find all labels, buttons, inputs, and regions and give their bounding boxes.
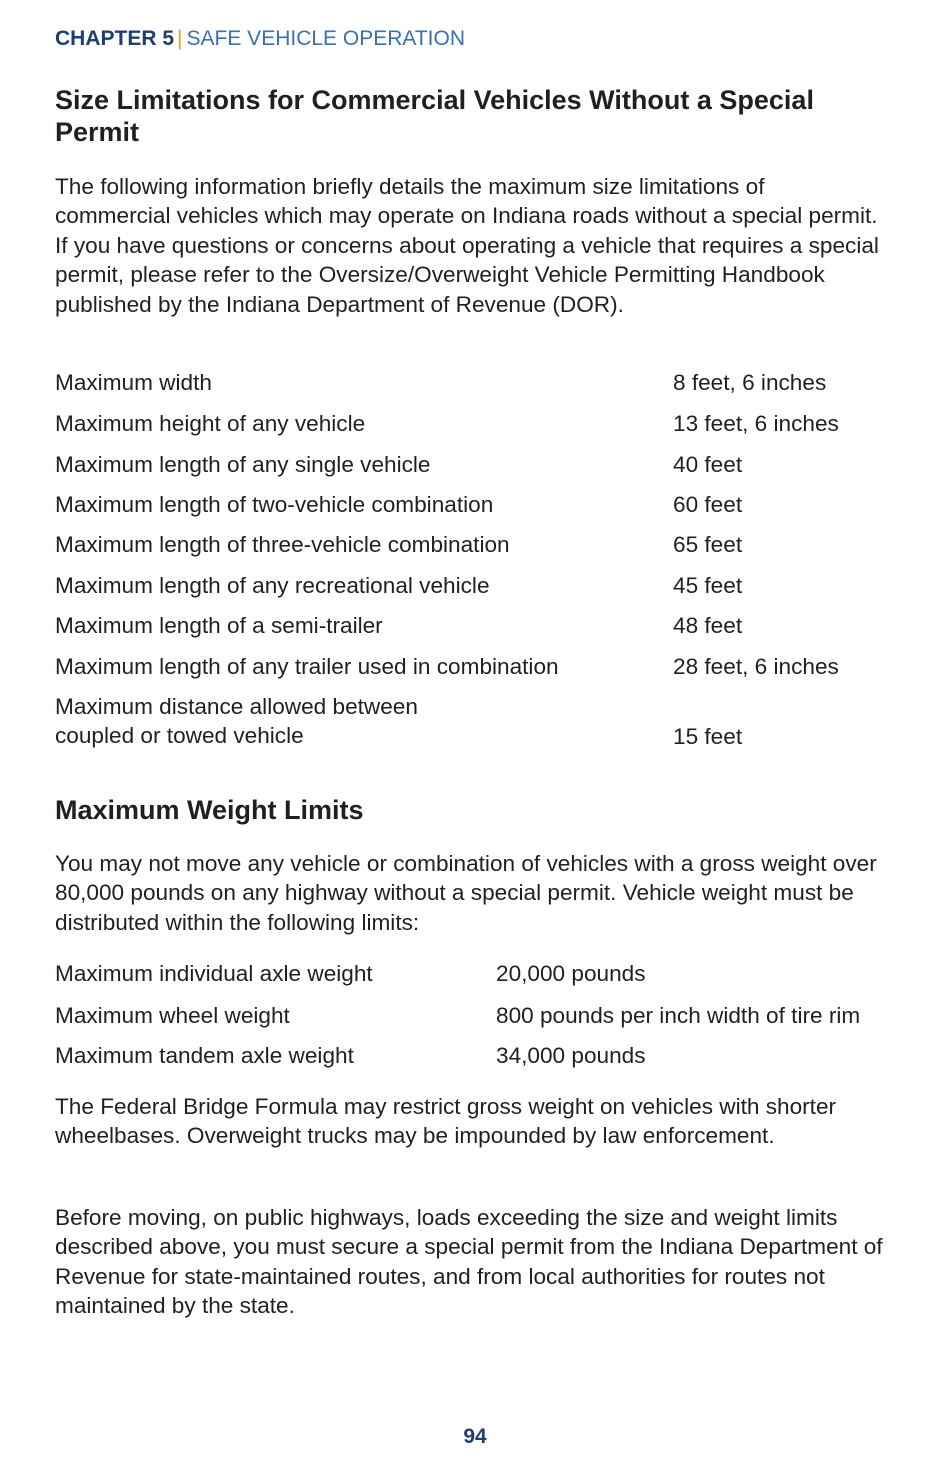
row-label: Maximum length of any recreational vehicle: [55, 572, 490, 598]
row-value: 65 feet: [673, 532, 743, 557]
size-limitations-heading: Size Limitations for Commercial Vehicles Without a Special Permit: [55, 85, 814, 147]
row-value: 40 feet: [673, 451, 743, 477]
row-label: Maximum width: [55, 370, 212, 395]
row-value: 28 feet, 6 inches: [673, 653, 839, 679]
weight-limits-table: [55, 959, 900, 1081]
weight-limits-heading: Maximum Weight Limits: [55, 795, 364, 825]
row-value: 15 feet: [673, 723, 743, 749]
chapter-separator: |: [177, 27, 183, 50]
row-value: 48 feet: [673, 613, 743, 638]
table-row: [55, 651, 900, 692]
page-number: 94: [463, 1425, 487, 1448]
table-row: [55, 691, 900, 751]
table-row: [55, 1000, 900, 1041]
table-row: [55, 408, 900, 449]
bridge-formula-paragraph: The Federal Bridge Formula may restrict gross weight on vehicles with shorter wheelbases. Overweight trucks may be impounded by law enforcement.: [55, 1094, 837, 1149]
table-row: [55, 529, 900, 570]
table-row: [55, 489, 900, 530]
row-value: 34,000 pounds: [496, 1043, 646, 1068]
row-label: [55, 692, 418, 751]
chapter-title: SAFE VEHICLE OPERATION: [186, 27, 466, 50]
row-label: Maximum length of three-vehicle combination: [55, 532, 510, 557]
table-row: [55, 570, 900, 611]
row-label: Maximum height of any vehicle: [55, 411, 366, 436]
table-row: [55, 368, 900, 408]
size-limitations-intro: The following information briefly details the maximum size limitations of commercial vehicles which may operate on Indiana roads without a special permit. If you have questions or concerns about operating a vehicle that requires a special permit, please refer to the Oversize/Overweight Vehicle Permitting Handbook published by the Indiana Department of Revenue (DOR).: [55, 174, 879, 317]
row-label-line: Maximum distance allowed between: [55, 694, 418, 719]
table-row: [55, 610, 900, 651]
weight-limits-intro: You may not move any vehicle or combination of vehicles with a gross weight over 80,000 pounds on any highway without a special permit. Vehicle weight must be distributed within the following limits:: [55, 851, 877, 935]
row-label: Maximum length of two-vehicle combination: [55, 491, 494, 517]
table-row: [55, 1040, 900, 1081]
chapter-header: [55, 26, 465, 52]
special-permit-paragraph: Before moving, on public highways, loads exceeding the size and weight limits described above, you must secure a special permit from the Indiana Department of Revenue for state-maintained routes, and from local authorities for routes not maintained by the state.: [55, 1205, 883, 1319]
row-label-line: coupled or towed vehicle: [55, 723, 304, 749]
row-value: 45 feet: [673, 572, 743, 598]
row-label: Maximum length of a semi-trailer: [55, 613, 383, 638]
row-value: 20,000 pounds: [496, 961, 646, 986]
row-label: Maximum individual axle weight: [55, 961, 373, 986]
row-label: Maximum length of any single vehicle: [55, 451, 431, 477]
row-value: 13 feet, 6 inches: [673, 411, 839, 436]
size-limits-table: [55, 368, 900, 751]
row-label: Maximum wheel weight: [55, 1002, 290, 1028]
table-row: [55, 449, 900, 489]
row-value: 60 feet: [673, 491, 743, 517]
row-value: 800 pounds per inch width of tire rim: [496, 1002, 861, 1028]
chapter-label: CHAPTER 5: [55, 27, 175, 50]
row-value: 8 feet, 6 inches: [673, 370, 827, 395]
table-row: [55, 959, 900, 1000]
row-label: Maximum tandem axle weight: [55, 1043, 354, 1068]
row-label: Maximum length of any trailer used in combination: [55, 653, 559, 679]
